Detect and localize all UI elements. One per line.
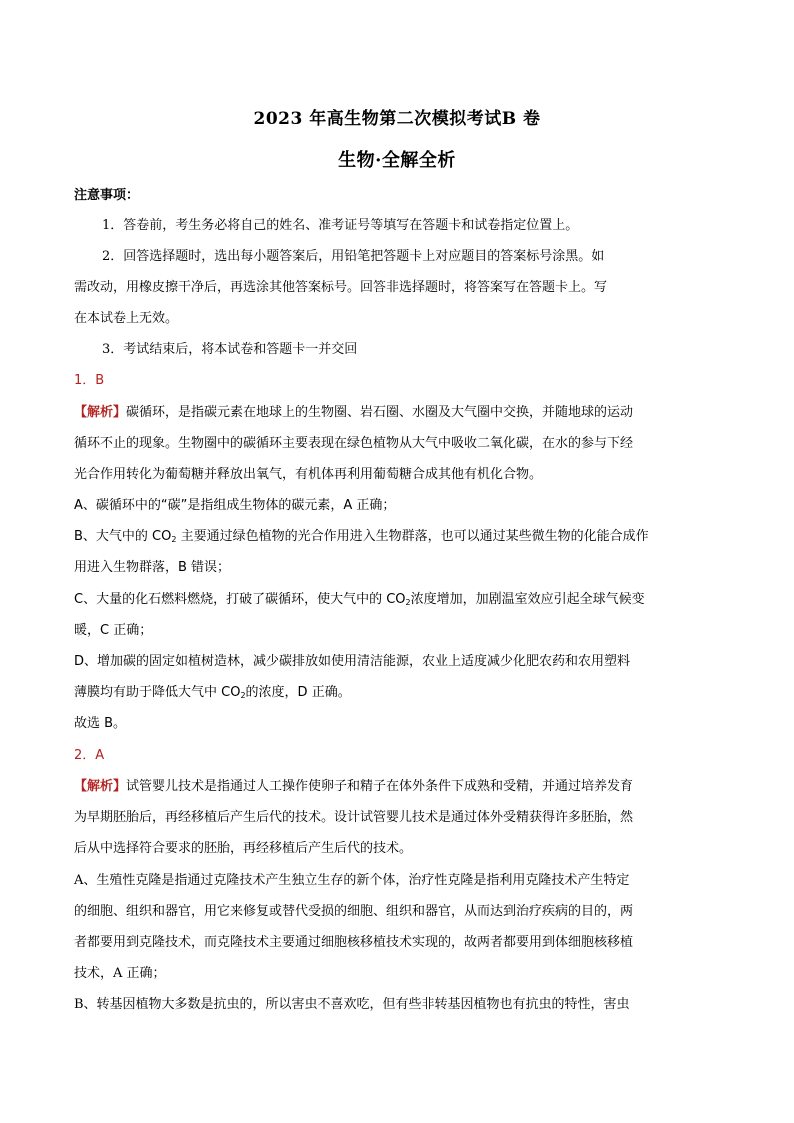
subscript: 2: [171, 535, 177, 544]
explanation-text: 碳循环，是指碳元素在地球上的生物圈、岩石圈、水圈及大气圈中交换，并随地球的运动: [126, 405, 634, 420]
question-1-option-b-line-1: [74, 527, 724, 547]
question-1-conclusion: 故选 B。: [74, 716, 127, 731]
option-text: 浓度增加，加剧温室效应引起全球气候变: [410, 592, 645, 607]
explanation-text: 试管婴儿技术是指通过人工操作使卵子和精子在体外条件下成熟和受精，并通过培养发育: [126, 779, 634, 794]
option-text: 主要通过绿色植物的光合作用进入生物群落，也可以通过某些微生物的化能合成作: [176, 529, 649, 544]
question-2-option-a-line-3: 者都要用到克隆技术，而克隆技术主要通过细胞核移植技术实现的，故两者都要用到体细胞核移植: [74, 935, 634, 950]
notes-heading: 注意事项：: [74, 188, 140, 203]
question-1-explanation-line-2: 循环不止的现象。生物圈中的碳循环主要表现在绿色植物从大气中吸收二氧化碳，在水的参与下经: [74, 436, 634, 451]
notes-item-3: 3．考试结束后，将本试卷和答题卡一并交回: [102, 342, 358, 357]
question-2-answer: 2．A: [74, 748, 105, 763]
subscript: 2: [405, 598, 411, 607]
question-1-option-c-line-1: [74, 590, 724, 610]
option-text: C、大量的化石燃料燃烧，打破了碳循环，使大气中的 CO: [74, 592, 406, 607]
page-subtitle: 生物·全解全析: [338, 150, 456, 171]
notes-item-2-line-2: 需改动，用橡皮擦干净后，再选涂其他答案标号。回答非选择题时，将答案写在答题卡上。写: [74, 280, 608, 295]
question-2-option-a-line-4: 技术，A 正确；: [74, 966, 166, 981]
question-1-explanation-line-3: 光合作用转化为葡萄糖并释放出氧气，有机体再利用葡萄糖合成其他有机化合物。: [74, 467, 543, 482]
question-2-explanation-line-1: [74, 777, 724, 797]
option-text: B、大气中的 CO: [74, 529, 172, 544]
notes-item-2-line-3: 在本试卷上无效。: [74, 311, 179, 326]
question-1-option-d-line-2: [74, 683, 724, 703]
question-1-explanation-line-1: [74, 403, 724, 423]
question-1-option-a: A、碳循环中的“碳”是指组成生物体的碳元素，A 正确；: [74, 498, 396, 513]
question-1-option-c-line-2: 暖，C 正确；: [74, 623, 153, 638]
question-1-option-d-line-1: D、增加碳的固定如植树造林，减少碳排放如使用清洁能源，农业上适度减少化肥农药和农用塑料: [74, 654, 631, 669]
subscript: 2: [240, 691, 246, 700]
question-2-option-b-line-1: B、转基因植物大多数是抗虫的，所以害虫不喜欢吃，但有些非转基因植物也有抗虫的特性，害虫: [74, 997, 630, 1012]
question-1-option-b-line-2: 用进入生物群落，B 错误；: [74, 560, 231, 575]
notes-item-2-line-1: 2．回答选择题时，选出每小题答案后，用铅笔把答题卡上对应题目的答案标号涂黑。如: [102, 249, 605, 264]
question-2-explanation-line-2: 为早期胚胎后，再经移植后产生后代的技术。设计试管婴儿技术是通过体外受精获得许多胚胎，然: [74, 810, 634, 825]
explanation-tag: 【解析】: [74, 779, 127, 794]
option-text: 薄膜均有助于降低大气中 CO: [74, 685, 241, 700]
notes-item-1: 1．答卷前，考生务必将自己的姓名、准考证号等填写在答题卡和试卷指定位置上。: [102, 218, 579, 233]
option-text: 的浓度，D 正确。: [245, 685, 351, 700]
page-title: 2023 年高生物第二次模拟考试B 卷: [253, 109, 541, 129]
question-2-explanation-line-3: 后从中选择符合要求的胚胎，再经移植后产生后代的技术。: [74, 841, 413, 856]
question-2-option-a-line-1: A、生殖性克隆是指通过克隆技术产生独立生存的新个体，治疗性克隆是指利用克隆技术产生特定: [74, 873, 630, 888]
question-2-option-a-line-2: 的细胞、组织和器官，用它来修复或替代受损的细胞、组织和器官，从而达到治疗疾病的目的，两: [74, 904, 634, 919]
explanation-tag: 【解析】: [74, 405, 127, 420]
question-1-answer: 1．B: [74, 373, 105, 388]
